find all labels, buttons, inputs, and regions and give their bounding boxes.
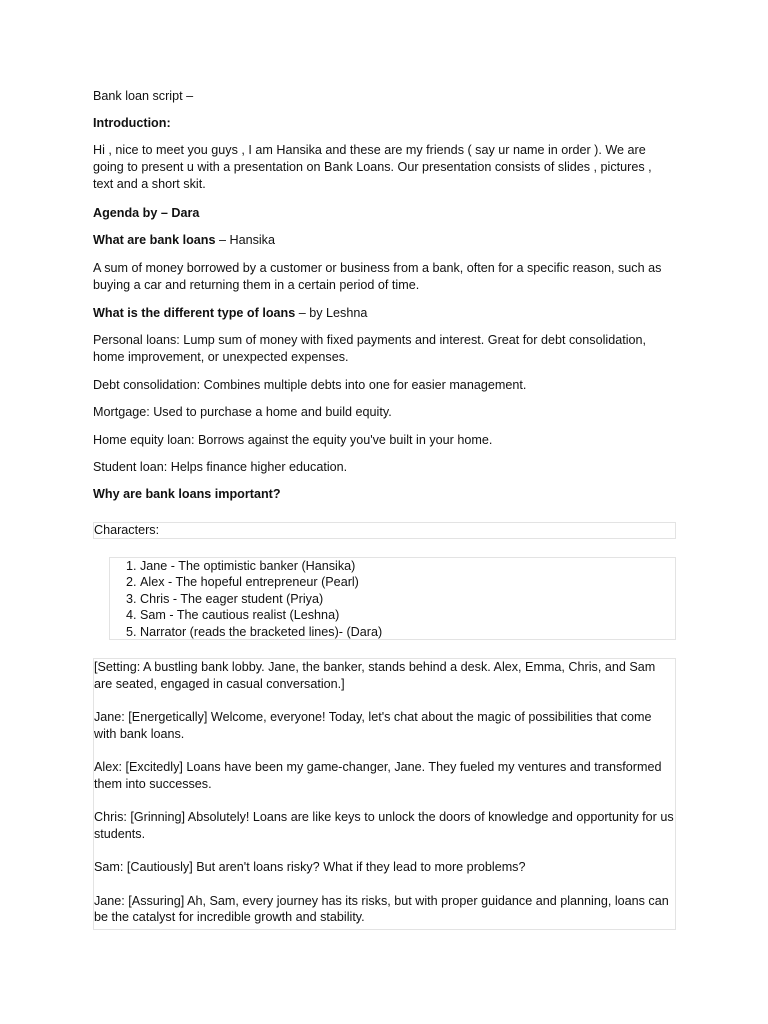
character-item: 5. Narrator (reads the bracketed lines)- (Dara) [140, 624, 675, 640]
loan-type-personal: Personal loans: Lump sum of money with fixed payments and interest. Great for debt consolidation, home improvement, or unexpected expenses. [93, 333, 647, 364]
why-heading: Why are bank loans important? [93, 487, 281, 501]
introduction-text: Hi , nice to meet you guys , I am Hansika and these are my friends ( say ur name in order ). We are going to present u with a presentation on Bank Loans. Our presentation consists of slides , pictures , text and a short skit. [93, 143, 652, 191]
agenda-line [93, 205, 673, 222]
skit-line: Sam: [Cautiously] But aren't loans risky? What if they lead to more problems? [94, 860, 526, 874]
skit-line: Jane: [Energetically] Welcome, everyone! Today, let's chat about the magic of possibilities that come with bank loans. [94, 710, 652, 741]
types-speaker: – by Leshna [295, 306, 368, 320]
skit-line: Alex: [Excitedly] Loans have been my game-changer, Jane. They fueled my ventures and transformed them into successes. [94, 760, 662, 791]
loan-type-student: Student loan: Helps finance higher education. [93, 460, 348, 474]
introduction-heading: Introduction: [93, 116, 171, 130]
loan-type-mortgage: Mortgage: Used to purchase a home and build equity. [93, 405, 392, 419]
skit-line: Chris: [Grinning] Absolutely! Loans are like keys to unlock the doors of knowledge and opportunity for us students. [94, 810, 674, 841]
characters-label: Characters: [94, 523, 160, 537]
loan-type-home-equity: Home equity loan: Borrows against the equity you've built in your home. [93, 433, 493, 447]
character-item: 1. Jane - The optimistic banker (Hansika) [140, 558, 675, 574]
loan-type-debt-consolidation: Debt consolidation: Combines multiple debts into one for easier management. [93, 378, 527, 392]
document-title: Bank loan script – [93, 89, 194, 103]
agenda-label: Agenda by [93, 206, 158, 220]
what-label: What are bank loans [93, 233, 216, 247]
skit-setting: [Setting: A bustling bank lobby. Jane, the banker, stands behind a desk. Alex, Emma, Chris, and Sam are seated, engaged in casual conversation.] [94, 660, 656, 691]
what-speaker: – Hansika [215, 233, 275, 247]
types-heading-line [93, 305, 673, 322]
characters-list-box [109, 557, 676, 640]
what-definition: A sum of money borrowed by a customer or business from a bank, often for a specific reason, such as buying a car and returning them in a certain period of time. [93, 261, 662, 292]
character-item: 3. Chris - The eager student (Priya) [140, 591, 675, 607]
character-item: 4. Sam - The cautious realist (Leshna) [140, 607, 675, 623]
skit-box [93, 658, 676, 930]
characters-list [110, 558, 675, 640]
agenda-speaker: – Dara [157, 206, 200, 220]
characters-box [93, 522, 676, 539]
types-label: What is the different type of loans [93, 306, 296, 320]
skit-line: Jane: [Assuring] Ah, Sam, every journey has its risks, but with proper guidance and planning, loans can be the catalyst for incredible growth and stability. [94, 893, 669, 924]
character-item: 2. Alex - The hopeful entrepreneur (Pearl) [140, 574, 675, 590]
what-heading-line [93, 232, 673, 249]
